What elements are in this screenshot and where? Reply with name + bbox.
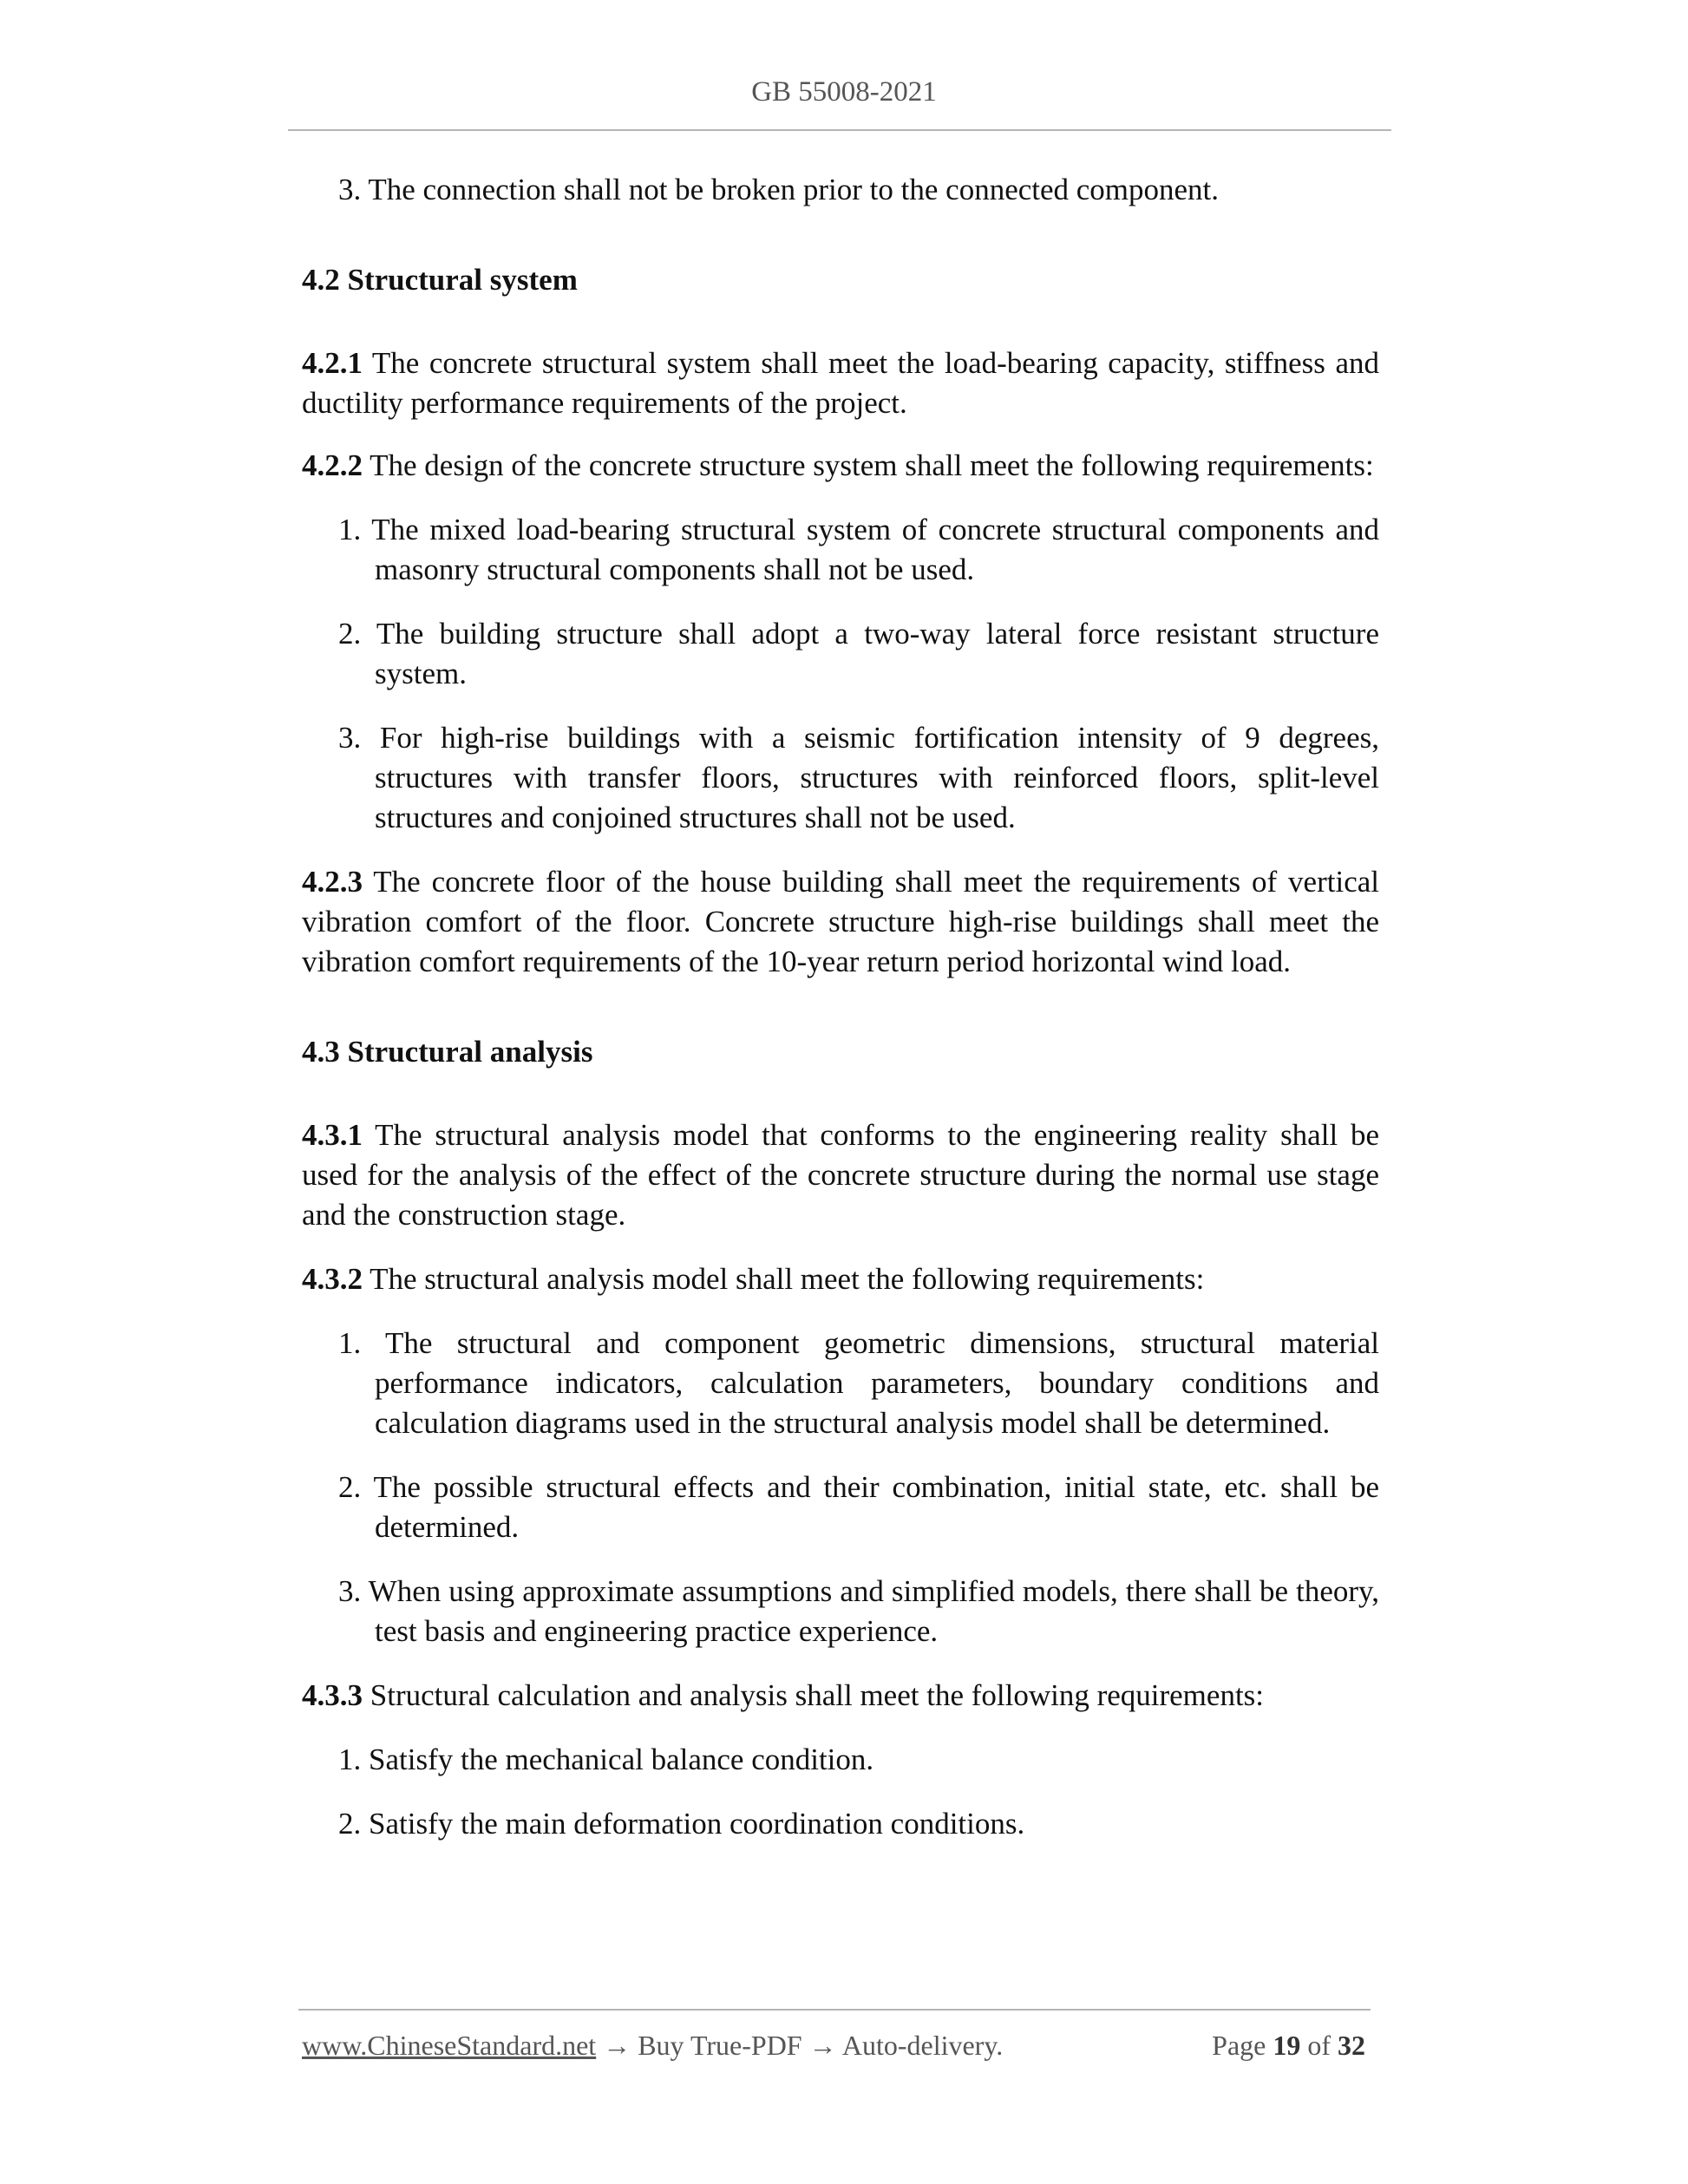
list-item-connection: 3. The connection shall not be broken prior to the connected component.: [338, 173, 1220, 206]
list-item: 3. When using approximate assumptions and simplified models, there shall be theory, test basis and engineering practice experience.: [338, 1574, 1379, 1648]
list-item: 2. The building structure shall adopt a two-way lateral force resistant structure system.: [338, 617, 1379, 690]
clause-number: 4.3.1: [302, 1118, 363, 1152]
list-item: 1. The structural and component geometric dimensions, structural material performance indicators, calculation parameters, boundary conditions and calculation diagrams used in the structural analysis model shall be determined.: [338, 1326, 1379, 1440]
clause-text: The concrete floor of the house building shall meet the requirements of vertical vibration comfort of the floor. Concrete structure high-rise buildings shall meet the vibration comfort requirements of the 10-year return period horizontal wind load.: [302, 865, 1379, 978]
page-of: of: [1300, 2030, 1338, 2061]
clause-4-3-3: [302, 1676, 1379, 1716]
list-item: 2. Satisfy the main deformation coordination conditions.: [338, 1807, 1025, 1841]
page-indicator: [1212, 2030, 1365, 2062]
footer-promo-text: → Buy True-PDF → Auto-delivery.: [596, 2030, 1004, 2061]
page-footer: [302, 2030, 1365, 2062]
list-item: 3. For high-rise buildings with a seismic fortification intensity of 9 degrees, structures with transfer floors, structures with reinforced floors, split-level structures and conjoined structures shall not be used.: [338, 721, 1379, 834]
clause-4-2-3: [302, 862, 1379, 982]
section-heading-4-2: 4.2 Structural system: [302, 263, 578, 297]
clause-number: 4.2.3: [302, 865, 363, 899]
page-label: Page: [1212, 2030, 1273, 2061]
clause-4-2-1: [302, 343, 1379, 423]
section-heading-4-3: 4.3 Structural analysis: [302, 1035, 593, 1069]
clause-number: 4.3.2: [302, 1262, 363, 1296]
list-item: 2. The possible structural effects and their combination, initial state, etc. shall be determined.: [338, 1470, 1379, 1544]
page-total: 32: [1338, 2030, 1365, 2061]
footer-divider: [298, 2009, 1371, 2011]
page-current: 19: [1273, 2030, 1301, 2061]
clause-text: Structural calculation and analysis shall meet the following requirements:: [363, 1678, 1265, 1712]
header-divider: [288, 129, 1391, 131]
clause-text: The structural analysis model that conforms to the engineering reality shall be used for the analysis of the effect of the concrete structure during the normal use stage and the construction stage.: [302, 1118, 1379, 1232]
clause-number: 4.2.2: [302, 448, 363, 482]
website-link[interactable]: www.ChineseStandard.net: [302, 2030, 597, 2061]
list-item: 1. The mixed load-bearing structural system of concrete structural components and masonry structural components shall not be used.: [338, 513, 1379, 586]
clause-text: The concrete structural system shall meet the load-bearing capacity, stiffness and ductility performance requirements of the project.: [302, 346, 1379, 420]
clause-4-3-2: [302, 1259, 1379, 1299]
page-header-title: GB 55008-2021: [751, 76, 937, 108]
clause-text: The design of the concrete structure system shall meet the following requirements:: [363, 448, 1374, 482]
clause-number: 4.3.3: [302, 1678, 363, 1712]
clause-4-3-1: [302, 1115, 1379, 1235]
clause-number: 4.2.1: [302, 346, 363, 380]
list-item: 1. Satisfy the mechanical balance condition.: [338, 1743, 874, 1776]
clause-text: The structural analysis model shall meet the following requirements:: [363, 1262, 1205, 1296]
footer-promo: [302, 2030, 1003, 2062]
document-body: [302, 167, 1379, 1844]
clause-4-2-2: [302, 446, 1379, 486]
